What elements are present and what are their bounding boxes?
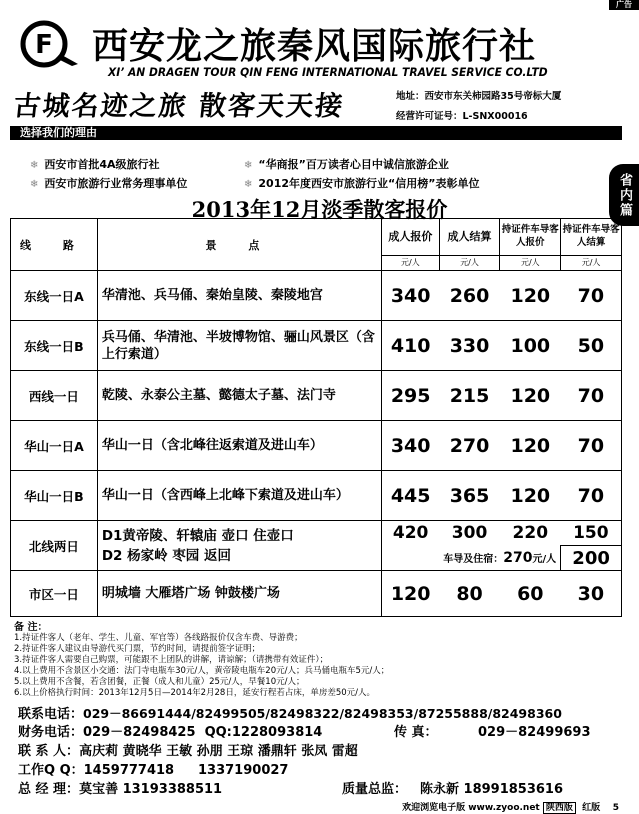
highlight-item: ❄ 2012年度西安市旅游行业“信用榜”表彰单位 (244, 177, 480, 190)
notes-section (14, 622, 614, 699)
highlight-item: ❄ 西安市旅游行业常务理事单位 (30, 177, 188, 190)
header-sights: 景 点 (97, 219, 381, 271)
contact-people: 联 系 人：高庆莉 黄晓华 王敏 孙朋 王琼 潘鼎轩 张凤 雷超 (18, 744, 358, 759)
table-header-row (11, 219, 622, 271)
snowflake-icon: ❄ (244, 179, 253, 190)
highlight-item: ❄ 西安市首批4A级旅行社 (30, 158, 160, 171)
contact-workqq: 工作Q Q：1459777418 1337190027 (18, 763, 289, 778)
header-adult-settle: 成人结算 元/人 (439, 219, 500, 271)
footer-edition: 红版 (582, 803, 601, 813)
header-route: 线 路 (11, 219, 98, 271)
slogan: 古城名迹之旅 散客天天接 (12, 91, 346, 122)
page-number: 5 (612, 803, 619, 813)
note-item: 5.以上费用不含餐，若含团餐，正餐（成人和儿童）25元/人，早餐10元/人； (14, 677, 305, 687)
license-number: 经营许可证号：L-SNX00016 (396, 111, 528, 122)
contacts-section (18, 704, 618, 799)
snowflake-icon: ❄ (30, 160, 39, 171)
company-logo (16, 20, 82, 68)
contact-manager: 总 经 理：莫宝善 13193388511 质量总监： 陈永新 18991853616 (18, 782, 564, 797)
company-name-en: XI’ AN DRAGEN TOUR QIN FENG INTERNATIONAL TRAVEL SERVICE CO.LTD (108, 65, 548, 79)
note-item: 6.以上价格执行时间：2013年12月5日—2014年2月28日，延安行程若占床，单房差50元/人。 (14, 688, 376, 698)
snowflake-icon: ❄ (30, 179, 39, 190)
price-table (10, 218, 622, 617)
footer-edition-box: 陕西版 (543, 802, 576, 814)
highlight-item: ❄ “华商报”百万读者心目中诚信旅游企业 (244, 158, 449, 171)
header-cert-settle: 持证件车导客人结算 元/人 (561, 219, 622, 271)
footer-text: 欢迎浏览电子版 www.zyoo.net (402, 803, 540, 813)
note-item: 4.以上费用不含景区小交通：法门寺电瓶车30元/人，黄帝陵电瓶车20元/人；兵马俑电瓶车5元/人； (14, 666, 390, 676)
notes-title: 备 注： (14, 622, 48, 633)
table-row-north: 北线两日 D1黄帝陵、轩辕庙 壶口 住壶口 D2 杨家岭 枣园 返回 420 300 220 150 (11, 521, 622, 546)
company-name-cn: 西安龙之旅秦风国际旅行社 (92, 26, 537, 67)
table-row: 华山一日A 华山一日（含北峰往返索道及进山车） 340 270 120 70 (11, 421, 622, 471)
price-heading: 2013年12月淡季散客报价 (191, 197, 448, 222)
note-item: 1.持证件客人（老年、学生、儿童、军官等）各线路报价仅含车费、导游费； (14, 633, 303, 643)
ad-tag: 广告 (609, 0, 639, 10)
logo-letter: F (35, 30, 53, 60)
note-item: 2.持证件客人建议由导游代买门票，节约时间，请提前签字证明； (14, 644, 261, 654)
snowflake-icon: ❄ (244, 160, 253, 171)
contact-phone: 联系电话：029－86691444/82499505/82498322/82498353/87255888/82498360 (18, 706, 562, 722)
reasons-bar: 选择我们的理由 (10, 126, 622, 140)
table-row-north-extra: 车导及住宿：270元/人 200 (11, 546, 622, 571)
header-adult-quote: 成人报价 元/人 (382, 219, 440, 271)
section-side-tab: 省内篇 (609, 164, 639, 226)
table-row: 华山一日B 华山一日（含西峰上北峰下索道及进山车） 445 365 120 70 (11, 471, 622, 521)
page-footer (402, 800, 619, 813)
note-item: 3.持证件客人需要自己购票，可能跟不上团队的讲解，请谅解；（请携带有效证件）； (14, 655, 329, 665)
header-cert-quote: 持证件车导客人报价 元/人 (500, 219, 561, 271)
table-row: 西线一日 乾陵、永泰公主墓、懿德太子墓、法门寺 295 215 120 70 (11, 371, 622, 421)
table-row: 东线一日A 华清池、兵马俑、秦始皇陵、秦陵地宫 340 260 120 70 (11, 271, 622, 321)
address: 地址：西安市东关柿园路35号帝标大厦 (396, 91, 562, 102)
table-row: 东线一日B 兵马俑、华清池、半坡博物馆、骊山风景区（含上行索道） 410 330 100 50 (11, 321, 622, 371)
contact-finance: 财务电话：029－82498425 QQ:1228093814 传 真： 029－82499693 (18, 725, 591, 740)
table-row-city: 市区一日 明城墙 大雁塔广场 钟鼓楼广场 120 80 60 30 (11, 571, 622, 617)
